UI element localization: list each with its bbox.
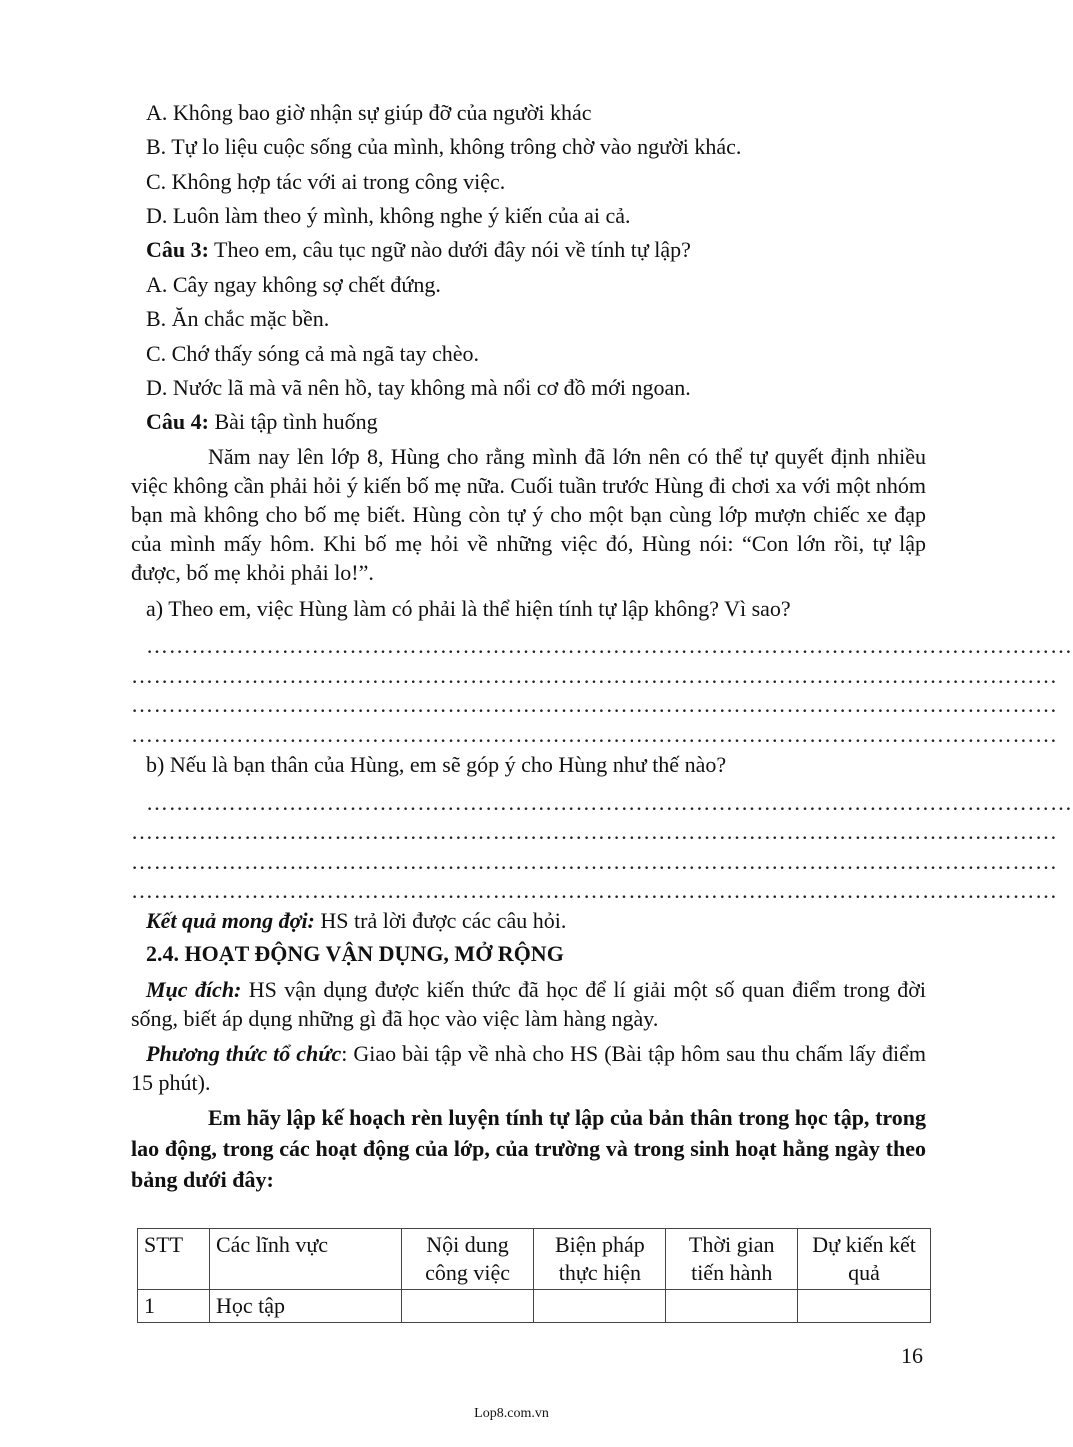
plan-table: [137, 1228, 931, 1323]
q4-scenario: Năm nay lên lớp 8, Hùng cho rằng mình đã lớn nên có thể tự quyết định nhiều việc không cần phải hỏi ý kiến bố mẹ nữa. Cuối tuần trước Hùng đi chơi xa với một nhóm bạn mà không cho bố mẹ biết. Hùng còn tự ý cho một bạn cùng lớp mượn chiếc xe đạp của mình mấy hôm. Khi bố mẹ hỏi về những việc đó, Hùng nói: “Con lớn rồi, tự lập được, bố mẹ khỏi phải lo!”.: [131, 444, 926, 585]
q2-option-b: B. Tự lo liệu cuộc sống của mình, không trông chờ vào người khác.: [146, 134, 742, 159]
table-header-row: [138, 1229, 931, 1290]
q3-option-d: D. Nước lã mà vã nên hồ, tay không mà nổi cơ đồ mới ngoan.: [146, 375, 691, 400]
answer-line-a4[interactable]: ……………………………………………………………………………………………………………: [131, 722, 1058, 747]
q3-option-b: B. Ăn chắc mặc bền.: [146, 306, 330, 331]
cell-time[interactable]: [666, 1290, 798, 1323]
expected-result: [146, 906, 566, 936]
header-stt: STT: [138, 1229, 210, 1290]
answer-line-a1[interactable]: ……………………………………………………………………………………………………………: [146, 633, 1073, 658]
answer-line-b1[interactable]: ……………………………………………………………………………………………………………: [146, 790, 1073, 815]
q4-text: Bài tập tình huống: [208, 409, 378, 434]
answer-line-b4[interactable]: ……………………………………………………………………………………………………………: [131, 878, 1058, 903]
q2-option-d: D. Luôn làm theo ý mình, không nghe ý kiến của ai cả.: [146, 203, 631, 228]
page-number: 16: [901, 1343, 923, 1368]
section-heading: 2.4. HOẠT ĐỘNG VẬN DỤNG, MỞ RỘNG: [146, 941, 564, 966]
purpose-label: Mục đích:: [146, 977, 242, 1002]
method-text: : Giao bài tập về nhà cho HS (Bài tập hôm sau thu chấm lấy điểm 15 phút).: [131, 1041, 926, 1095]
expected-text: HS trả lời được các câu hỏi.: [314, 908, 567, 933]
header-field: Các lĩnh vực: [209, 1229, 401, 1290]
q3-option-c: C. Chớ thấy sóng cả mà ngã tay chèo.: [146, 341, 479, 366]
q2-option-a: A. Không bao giờ nhận sự giúp đỡ của người khác: [146, 100, 592, 125]
cell-field: Học tập: [209, 1290, 401, 1323]
q4-part-a: a) Theo em, việc Hùng làm có phải là thể hiện tính tự lập không? Vì sao?: [146, 596, 791, 621]
expected-label: Kết quả mong đợi:: [146, 908, 315, 933]
q3-label: Câu 3:: [146, 237, 209, 262]
method-paragraph: [131, 1039, 926, 1097]
cell-stt: 1: [138, 1290, 210, 1323]
answer-line-a2[interactable]: ……………………………………………………………………………………………………………: [131, 663, 1058, 688]
cell-measures[interactable]: [534, 1290, 666, 1323]
purpose-paragraph: [131, 975, 926, 1033]
cell-content[interactable]: [401, 1290, 534, 1323]
q4-question: [146, 407, 378, 437]
header-time: Thời gian tiến hành: [666, 1229, 798, 1290]
table-row: [138, 1290, 931, 1323]
q2-option-c: C. Không hợp tác với ai trong công việc.: [146, 169, 506, 194]
q4-label: Câu 4:: [146, 409, 209, 434]
purpose-text: HS vận dụng được kiến thức đã học để lí giải một số quan điểm trong đời sống, biết áp dụng những gì đã học vào việc làm hàng ngày.: [131, 977, 927, 1031]
answer-line-b3[interactable]: ……………………………………………………………………………………………………………: [131, 849, 1058, 874]
header-measures: Biện pháp thực hiện: [534, 1229, 666, 1290]
q3-option-a: A. Cây ngay không sợ chết đứng.: [146, 272, 441, 297]
q4-part-b: b) Nếu là bạn thân của Hùng, em sẽ góp ý cho Hùng như thế nào?: [146, 752, 727, 777]
q3-question: [146, 235, 691, 265]
footer-site: Lop8.com.vn: [474, 1406, 549, 1421]
method-label: Phương thức tổ chức: [146, 1041, 342, 1066]
header-content: Nội dung công việc: [401, 1229, 534, 1290]
answer-line-a3[interactable]: ……………………………………………………………………………………………………………: [131, 692, 1058, 717]
homework-task: Em hãy lập kế hoạch rèn luyện tính tự lập của bản thân trong học tập, trong lao động, trong các hoạt động của lớp, của trường và trong sinh hoạt hằng ngày theo bảng dưới đây:: [131, 1105, 926, 1192]
q3-text: Theo em, câu tục ngữ nào dưới đây nói về tính tự lập?: [208, 237, 691, 262]
answer-line-b2[interactable]: ……………………………………………………………………………………………………………: [131, 819, 1058, 844]
cell-expected[interactable]: [798, 1290, 931, 1323]
header-expected: Dự kiến kết quả: [798, 1229, 931, 1290]
